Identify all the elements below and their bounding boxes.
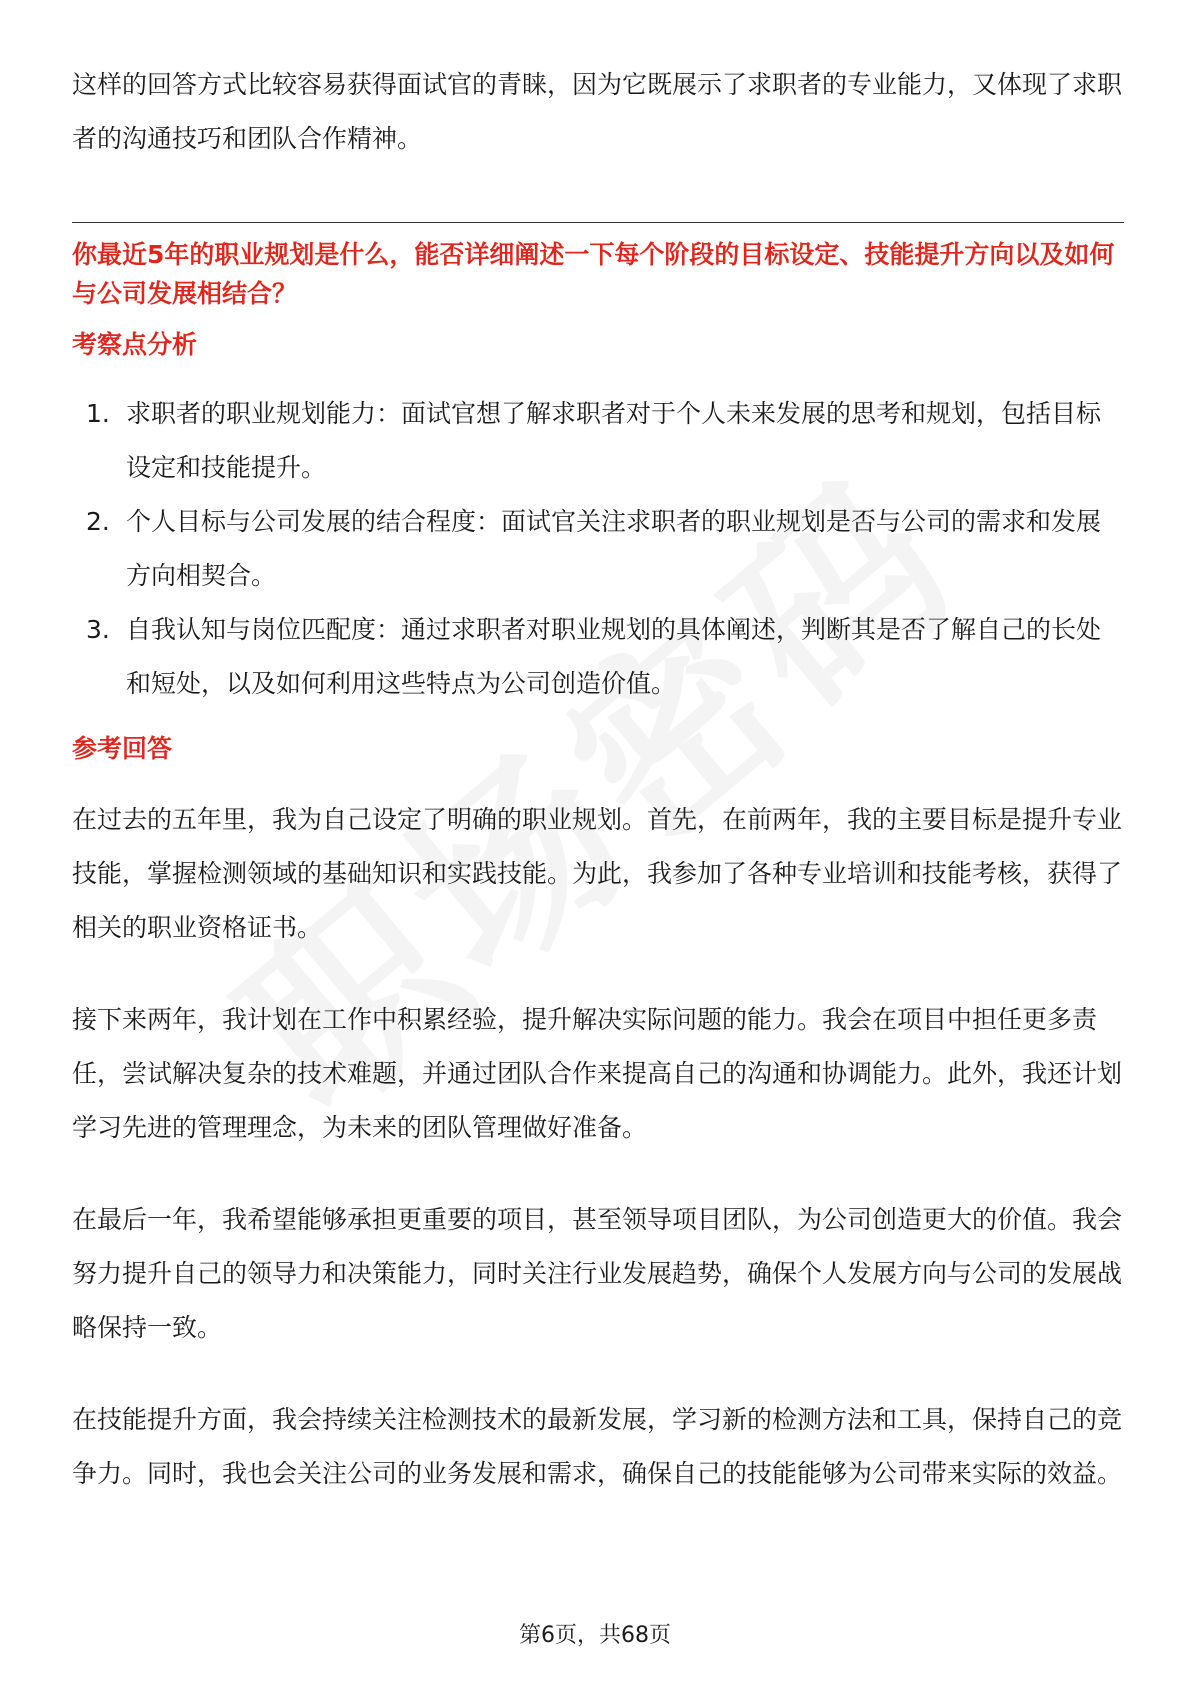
list-item-number: 3.: [86, 615, 110, 644]
section-divider: [72, 222, 1124, 223]
answer-paragraph: 在技能提升方面，我会持续关注检测技术的最新发展，学习新的检测方法和工具，保持自己的竞争力。同时，我也会关注公司的业务发展和需求，确保自己的技能能够为公司带来实际的效益。: [72, 1405, 1123, 1488]
analysis-heading: 考察点分析: [72, 330, 198, 359]
list-item: [72, 495, 1124, 603]
list-item: [72, 387, 1124, 495]
answer-paragraph: 在过去的五年里，我为自己设定了明确的职业规划。首先，在前两年，我的主要目标是提升专业技能，掌握检测领域的基础知识和实践技能。为此，我参加了各种专业培训和技能考核，获得了相关的职业资格证书。: [72, 805, 1123, 942]
document-page: [72, 58, 1124, 1539]
interview-question: 你最近5年的职业规划是什么，能否详细阐述一下每个阶段的目标设定、技能提升方向以及如何与公司发展相结合？: [72, 240, 1115, 308]
list-item: [72, 603, 1124, 711]
list-item-number: 1.: [86, 399, 110, 428]
intro-paragraph: 这样的回答方式比较容易获得面试官的青睐，因为它既展示了求职者的专业能力，又体现了求职者的沟通技巧和团队合作精神。: [72, 70, 1123, 153]
page-number-footer: 第6页，共68页: [519, 1623, 671, 1648]
answer-heading: 参考回答: [72, 734, 173, 763]
analysis-points-list: [72, 387, 1124, 711]
list-item-text: 个人目标与公司发展的结合程度：面试官关注求职者的职业规划是否与公司的需求和发展方向相契合。: [126, 507, 1102, 590]
list-item-text: 自我认知与岗位匹配度：通过求职者对职业规划的具体阐述，判断其是否了解自己的长处和短处，以及如何利用这些特点为公司创造价值。: [126, 615, 1102, 698]
list-item-number: 2.: [86, 507, 110, 536]
list-item-text: 求职者的职业规划能力：面试官想了解求职者对于个人未来发展的思考和规划，包括目标设定和技能提升。: [126, 399, 1102, 482]
answer-paragraph: 在最后一年，我希望能够承担更重要的项目，甚至领导项目团队，为公司创造更大的价值。我会努力提升自己的领导力和决策能力，同时关注行业发展趋势，确保个人发展方向与公司的发展战略保持一致。: [72, 1205, 1123, 1342]
answer-paragraph: 接下来两年，我计划在工作中积累经验，提升解决实际问题的能力。我会在项目中担任更多责任，尝试解决复杂的技术难题，并通过团队合作来提高自己的沟通和协调能力。此外，我还计划学习先进的管理理念，为未来的团队管理做好准备。: [72, 1005, 1123, 1142]
